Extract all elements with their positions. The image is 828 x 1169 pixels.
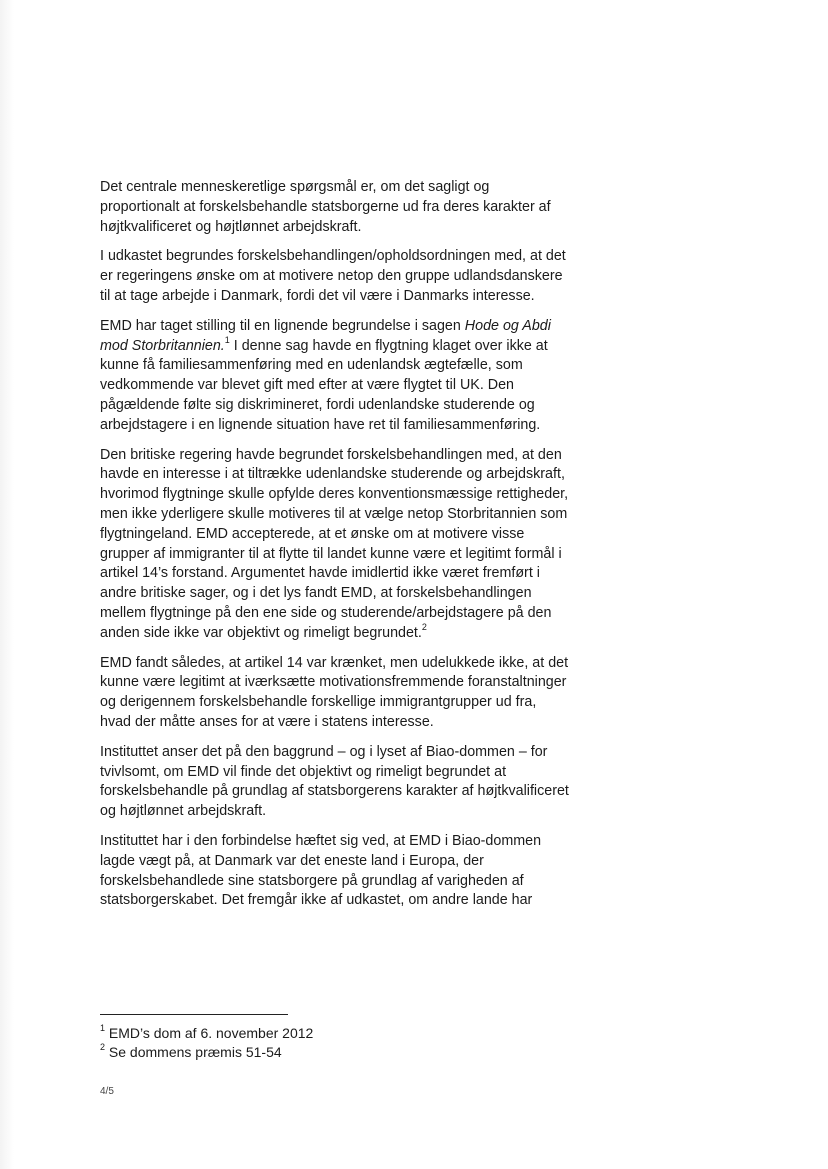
scan-edge-shadow xyxy=(0,0,14,1169)
paragraph-7-text: Instituttet har i den forbindelse hæftet sig ved, at EMD i Biao-dommen lagde vægt på, at Danmark var det eneste land i Europa, der forskelsbehandlede sine statsborgere på grundlag af varigheden af statsborgerskabet. Det fremgår ikke af udkastet, om andre lande har xyxy=(100,832,542,909)
paragraph-7 xyxy=(100,832,570,911)
paragraph-6 xyxy=(100,743,570,822)
footnote-1-marker: 1 xyxy=(100,1023,106,1034)
footnote-2 xyxy=(100,1043,500,1062)
footnote-ref-1: 1 xyxy=(224,334,230,345)
paragraph-1-text: Det centrale menneskeretlige spørgsmål er, om det sagligt og proportionalt at forskelsbehandle statsborgerne ud fra deres karakter af højtkvalificeret og højtlønnet arbejdskraft. xyxy=(100,179,551,235)
footnote-ref-2: 2 xyxy=(421,621,427,632)
document-body xyxy=(100,178,570,921)
paragraph-4 xyxy=(100,446,570,644)
footnote-2-text: Se dommens præmis 51-54 xyxy=(105,1044,282,1060)
paragraph-2-text: I udkastet begrundes forskelsbehandlingen/opholdsordningen med, at det er regeringens ønske om at motivere netop den gruppe udlandsdanskere til at tage arbejde i Danmark, fordi det vil være i Danmarks interesse. xyxy=(100,248,566,304)
footnote-2-marker: 2 xyxy=(100,1042,106,1053)
footnote-1 xyxy=(100,1024,500,1043)
paragraph-3-text-after: I denne sag havde en flygtning klaget over ikke at kunne få familiesammenføring med en udenlandsk ægtefælle, som vedkommende var blevet gift med efter at være flygtet til UK. Den pågældende følte sig diskrimineret, fordi udenlandske studerende og arbejdstagere i en lignende situation have ret til familiesammenføring. xyxy=(100,337,548,433)
paragraph-3-text-before: EMD har taget stilling til en lignende begrundelse i sagen xyxy=(100,317,465,334)
footnotes xyxy=(100,1024,500,1062)
paragraph-5-text: EMD fandt således, at artikel 14 var krænket, men udelukkede ikke, at det kunne være legitimt at iværksætte motivationsfremmende foranstaltninger og derigennem forskelsbehandle forskellige immigrantgrupper ud fra, hvad der måtte anses for at være i statens interesse. xyxy=(100,654,569,730)
footnote-separator xyxy=(100,1014,288,1015)
paragraph-2 xyxy=(100,247,570,306)
paragraph-1 xyxy=(100,178,570,237)
footnote-1-text: EMD’s dom af 6. november 2012 xyxy=(105,1025,314,1041)
paragraph-5 xyxy=(100,654,570,733)
paragraph-3 xyxy=(100,317,570,436)
case-name: Hode og Abdi mod Storbritannien. xyxy=(100,317,551,354)
page-number: 4/5 xyxy=(100,1086,114,1097)
paragraph-6-text: Instituttet anser det på den baggrund – og i lyset af Biao-dommen – for tvivlsomt, om EMD vil finde det objektivt og rimeligt begrundet at forskelsbehandle på grundlag af statsborgerens karakter af højtkvalificeret og højtlønnet arbejdskraft. xyxy=(100,743,569,820)
paragraph-4-text: Den britiske regering havde begrundet forskelsbehandlingen med, at den havde en interesse i at tiltrække udenlandske studerende og arbejdskraft, hvorimod flygtninge skulle opfylde deres konventionsmæssige rettigheder, men ikke yderligere skulle motiveres til at vælge netop Storbritannien som flygtningeland. EMD accepterede, at et ønske om at motivere visse grupper af immigranter til at flytte til landet kunne være et legitimt formål i artikel 14’s forstand. Argumentet havde imidlertid ikke været fremført i andre britiske sager, og i det lys fandt EMD, at forskelsbehandlingen mellem flygtninge på den ene side og studerende/arbejdstagere på den anden side ikke var objektivt og rimeligt begrundet. xyxy=(100,446,569,641)
